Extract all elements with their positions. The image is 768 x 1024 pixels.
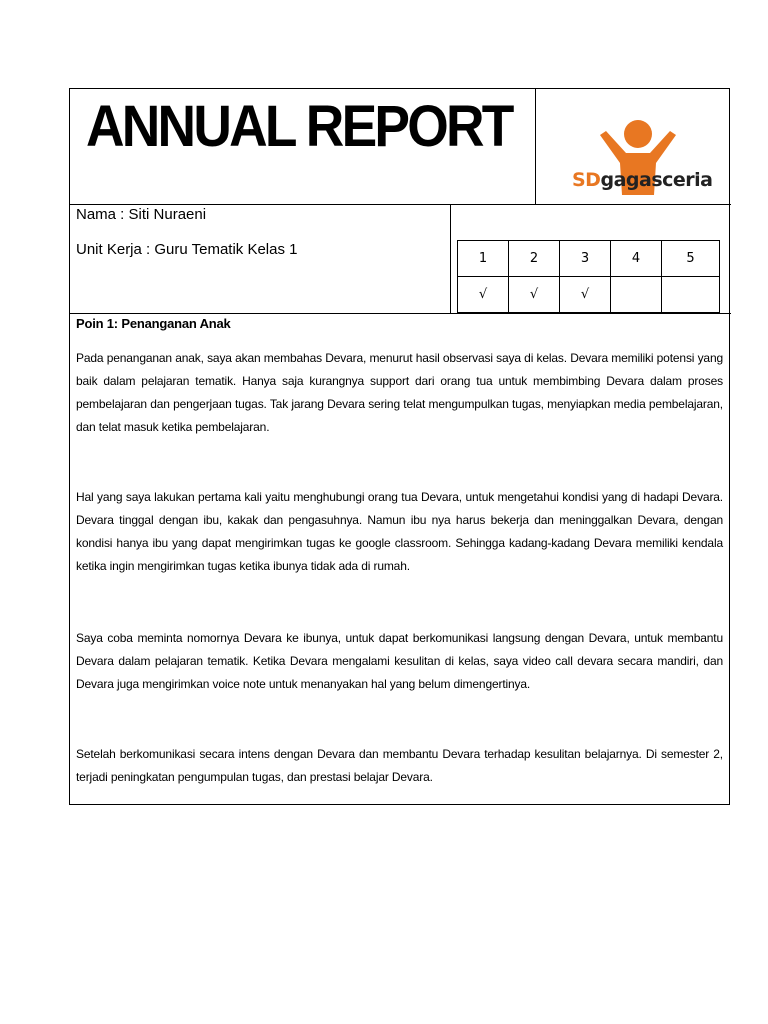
score-header-5: 5 bbox=[662, 241, 720, 277]
score-mark-1: √ bbox=[458, 277, 509, 313]
logo-wordmark bbox=[572, 169, 712, 191]
score-header-3: 3 bbox=[560, 241, 611, 277]
score-header-4: 4 bbox=[611, 241, 662, 277]
nama-field: Nama : Siti Nuraeni bbox=[76, 206, 207, 223]
score-table bbox=[457, 240, 720, 313]
unit-kerja-field: Unit Kerja : Guru Tematik Kelas 1 bbox=[76, 241, 298, 258]
paragraph-3: Saya coba meminta nomornya Devara ke ibunya, untuk dapat berkomunikasi langsung dengan Devara, untuk membantu Devara dalam pelajaran tematik. Ketika Devara mengalami kesulitan di kelas, saya video call devara secara mandiri, dan Devara juga mengirimkan voice note untuk menanyakan hal yang belum dimengertinya. bbox=[76, 631, 723, 691]
report-frame bbox=[69, 88, 730, 805]
paragraph-4: Setelah berkomunikasi secara intens dengan Devara dan membantu Devara terhadap kesulitan belajarnya. Di semester 2, terjadi peningkatan pengumpulan tugas, dan prestasi belajar Devara. bbox=[76, 747, 723, 784]
divider-title-logo bbox=[535, 89, 536, 205]
score-mark-2: √ bbox=[509, 277, 560, 313]
score-header-1: 1 bbox=[458, 241, 509, 277]
logo-sd: SD bbox=[572, 169, 601, 191]
score-mark-3: √ bbox=[560, 277, 611, 313]
divider-info bbox=[70, 313, 731, 314]
score-mark-4 bbox=[611, 277, 662, 313]
score-header-row bbox=[458, 241, 720, 277]
score-mark-5 bbox=[662, 277, 720, 313]
section-heading: Poin 1: Penanganan Anak bbox=[76, 316, 231, 331]
score-mark-row bbox=[458, 277, 720, 313]
report-title: ANNUAL REPORT bbox=[86, 94, 512, 159]
score-header-2: 2 bbox=[509, 241, 560, 277]
divider-info-score bbox=[450, 205, 451, 313]
paragraph-1: Pada penanganan anak, saya akan membahas Devara, menurut hasil observasi saya di kelas. Devara memiliki potensi yang baik dalam pelajaran tematik. Hanya saja kurangnya support dari orang tua untuk membimbing Devara dalam proses pembelajaran dan pengerjaan tugas. Tak jarang Devara sering telat mengumpulkan tugas, menyiapkan media pembelajaran, dan telat masuk ketika pembelajaran. bbox=[76, 351, 723, 434]
divider-header bbox=[70, 204, 731, 205]
paragraph-2: Hal yang saya lakukan pertama kali yaitu menghubungi orang tua Devara, untuk mengetahui kondisi yang di hadapi Devara. Devara tinggal dengan ibu, kakak dan pengasuhnya. Namun ibu nya harus bekerja dan meninggalkan Devara, dengan kondisi hanya ibu yang dapat mengirimkan tugas ke google classroom. Sehingga kadang-kadang Devara memiliki kendala ketika ingin mengirimkan tugas ketika ibunya tidak ada di rumah. bbox=[76, 490, 723, 573]
logo-name: gagasceria bbox=[600, 169, 713, 191]
